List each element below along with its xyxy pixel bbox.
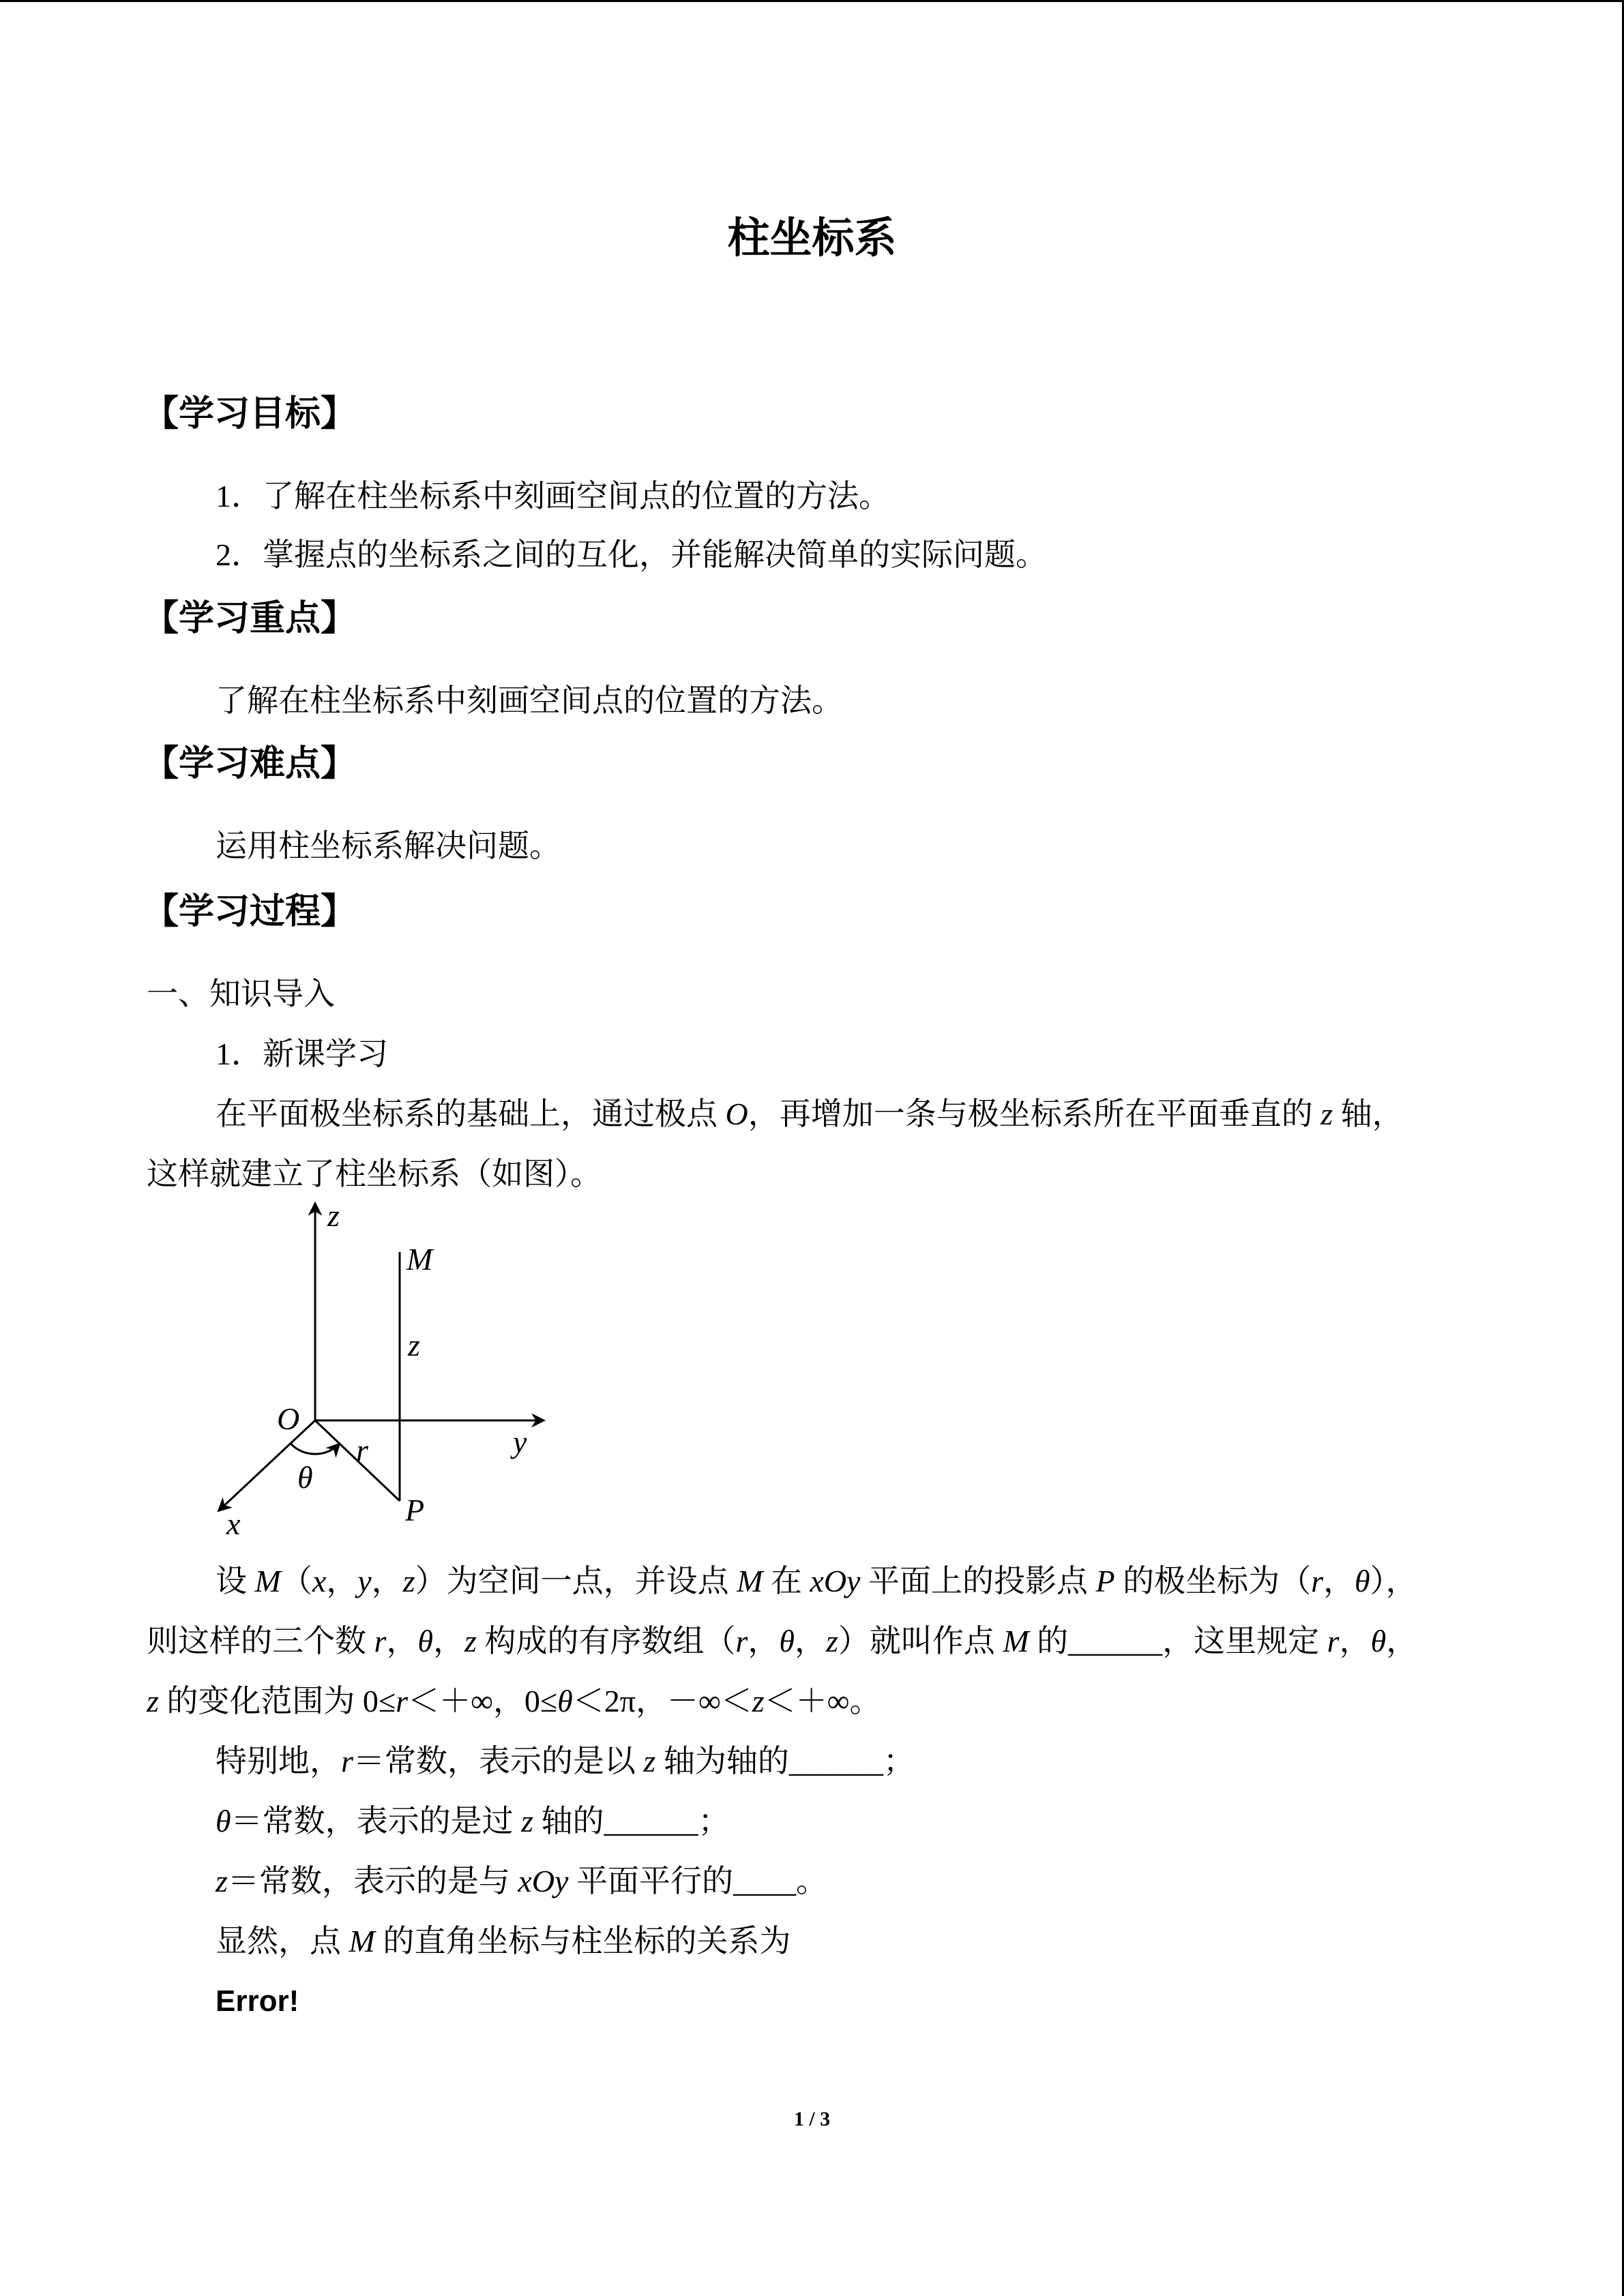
heading-key-points: 【学习重点】 — [143, 599, 357, 638]
math-variable: z — [825, 1624, 838, 1658]
z-axis-label: z — [327, 1198, 340, 1233]
paragraph-line — [216, 1561, 1417, 1602]
text-run: 的极坐标为（ — [1114, 1564, 1312, 1598]
text-run: 在 — [763, 1564, 810, 1598]
math-variable: r — [341, 1744, 353, 1778]
text-run: 构成的有序数组（ — [476, 1624, 736, 1658]
paragraph-line — [147, 1154, 602, 1195]
math-variable: M — [737, 1564, 763, 1598]
text-run: 的变化范围为 0≤ — [158, 1684, 396, 1718]
math-variable: M — [1003, 1624, 1029, 1658]
math-variable: θ — [779, 1624, 795, 1658]
math-variable: r — [1311, 1564, 1323, 1598]
text-run: ， — [433, 1624, 465, 1658]
objective-item: 2．掌握点的坐标系之间的互化，并能解决简单的实际问题。 — [216, 537, 1047, 572]
heading-learning-objectives: 【学习目标】 — [143, 395, 357, 434]
part-title: 一、知识导入 — [147, 976, 335, 1011]
math-variable: O — [725, 1097, 748, 1131]
x-axis-label: x — [226, 1506, 241, 1541]
math-variable: xOy — [810, 1564, 861, 1598]
math-variable: θ — [1354, 1564, 1370, 1598]
angle-label: θ — [297, 1460, 313, 1495]
y-axis-label: y — [513, 1425, 527, 1459]
math-variable: θ — [557, 1684, 573, 1718]
radius-label: r — [356, 1433, 368, 1467]
cylindrical-coordinate-diagram — [205, 1193, 573, 1548]
math-variable: z — [1320, 1097, 1333, 1131]
paragraph-line — [216, 1921, 791, 1962]
text-run: ， — [386, 1624, 418, 1658]
math-variable: z — [643, 1744, 656, 1778]
math-variable: M — [254, 1564, 281, 1598]
formula-error-text: Error! — [216, 1984, 299, 2018]
paragraph-line — [216, 1861, 827, 1902]
math-variable: y — [357, 1564, 372, 1598]
text-run: 设 — [216, 1564, 255, 1598]
text-run: 轴的______； — [533, 1804, 730, 1838]
text-run: 轴为轴的______； — [655, 1744, 915, 1778]
math-variable: r — [1327, 1624, 1340, 1658]
math-variable: P — [1095, 1564, 1115, 1598]
text-run: ）就叫作点 — [838, 1624, 1003, 1658]
height-label: z — [408, 1328, 420, 1362]
page-number: 1 / 3 — [793, 2108, 831, 2130]
text-run: （ — [280, 1564, 312, 1598]
heading-difficulties: 【学习难点】 — [143, 745, 357, 784]
angle-arc — [291, 1444, 340, 1454]
text-run: 的直角坐标与柱坐标的关系为 — [374, 1924, 791, 1958]
sub-title: 1．新课学习 — [216, 1037, 388, 1071]
text-run: ＜＋∞，0≤ — [408, 1684, 558, 1718]
origin-label: O — [277, 1401, 300, 1436]
text-run: ＝常数，表示的是以 — [353, 1744, 644, 1778]
math-variable: θ — [1370, 1624, 1387, 1658]
text-run: 平面平行的____。 — [568, 1864, 827, 1898]
text-run: ）为空间一点，并设点 — [415, 1564, 737, 1598]
paragraph-line — [216, 1094, 1404, 1135]
text-run: 的______，这里规定 — [1029, 1624, 1327, 1658]
text-run: ， — [1323, 1564, 1355, 1598]
math-variable: xOy — [518, 1864, 569, 1898]
text-run: 显然，点 — [216, 1924, 349, 1958]
paragraph-line — [216, 1741, 915, 1782]
math-variable: z — [402, 1564, 415, 1598]
math-variable: z — [521, 1804, 534, 1838]
math-variable: θ — [417, 1624, 434, 1658]
math-variable: r — [396, 1684, 409, 1718]
point-m-label: M — [407, 1242, 433, 1277]
math-variable: z — [147, 1684, 159, 1718]
key-points-text: 了解在柱坐标系中刻画空间点的位置的方法。 — [216, 683, 843, 718]
text-run: 平面上的投影点 — [860, 1564, 1096, 1598]
math-variable: z — [752, 1684, 765, 1718]
math-variable: r — [374, 1624, 387, 1658]
difficulties-text: 运用柱坐标系解决问题。 — [216, 829, 561, 863]
heading-learning-process: 【学习过程】 — [143, 893, 357, 931]
text-run: ， — [748, 1624, 780, 1658]
math-variable: x — [312, 1564, 327, 1598]
point-p-label: P — [405, 1493, 425, 1527]
text-run: ＝常数，表示的是与 — [227, 1864, 518, 1898]
math-variable: M — [349, 1924, 375, 1958]
text-run: ， — [326, 1564, 358, 1598]
text-run: ）， — [1370, 1564, 1417, 1598]
text-run: 特别地， — [216, 1744, 341, 1778]
objective-item: 1．了解在柱坐标系中刻画空间点的位置的方法。 — [216, 479, 890, 513]
paragraph-line — [147, 1681, 881, 1722]
paragraph-line — [216, 1801, 730, 1842]
text-run: ＜2π，－∞＜ — [572, 1684, 752, 1718]
text-run: 轴， — [1333, 1097, 1404, 1131]
text-run: ＜＋∞。 — [764, 1684, 881, 1718]
math-variable: z — [464, 1624, 477, 1658]
text-run: ， — [794, 1624, 826, 1658]
text-run: 这样就建立了柱坐标系（如图）。 — [147, 1157, 602, 1191]
text-run: 则这样的三个数 — [147, 1624, 374, 1658]
text-run: 在平面极坐标系的基础上，通过极点 — [216, 1097, 726, 1131]
text-run: ， — [1386, 1624, 1418, 1658]
paragraph-line — [147, 1621, 1417, 1662]
text-run: ＝常数，表示的是过 — [231, 1804, 522, 1838]
text-run: ， — [1339, 1624, 1371, 1658]
math-variable: z — [216, 1864, 228, 1898]
text-run: ，再增加一条与极坐标系所在平面垂直的 — [748, 1097, 1321, 1131]
text-run: ， — [371, 1564, 403, 1598]
math-variable: r — [735, 1624, 748, 1658]
page-title: 柱坐标系 — [727, 215, 897, 262]
math-variable: θ — [216, 1804, 231, 1838]
